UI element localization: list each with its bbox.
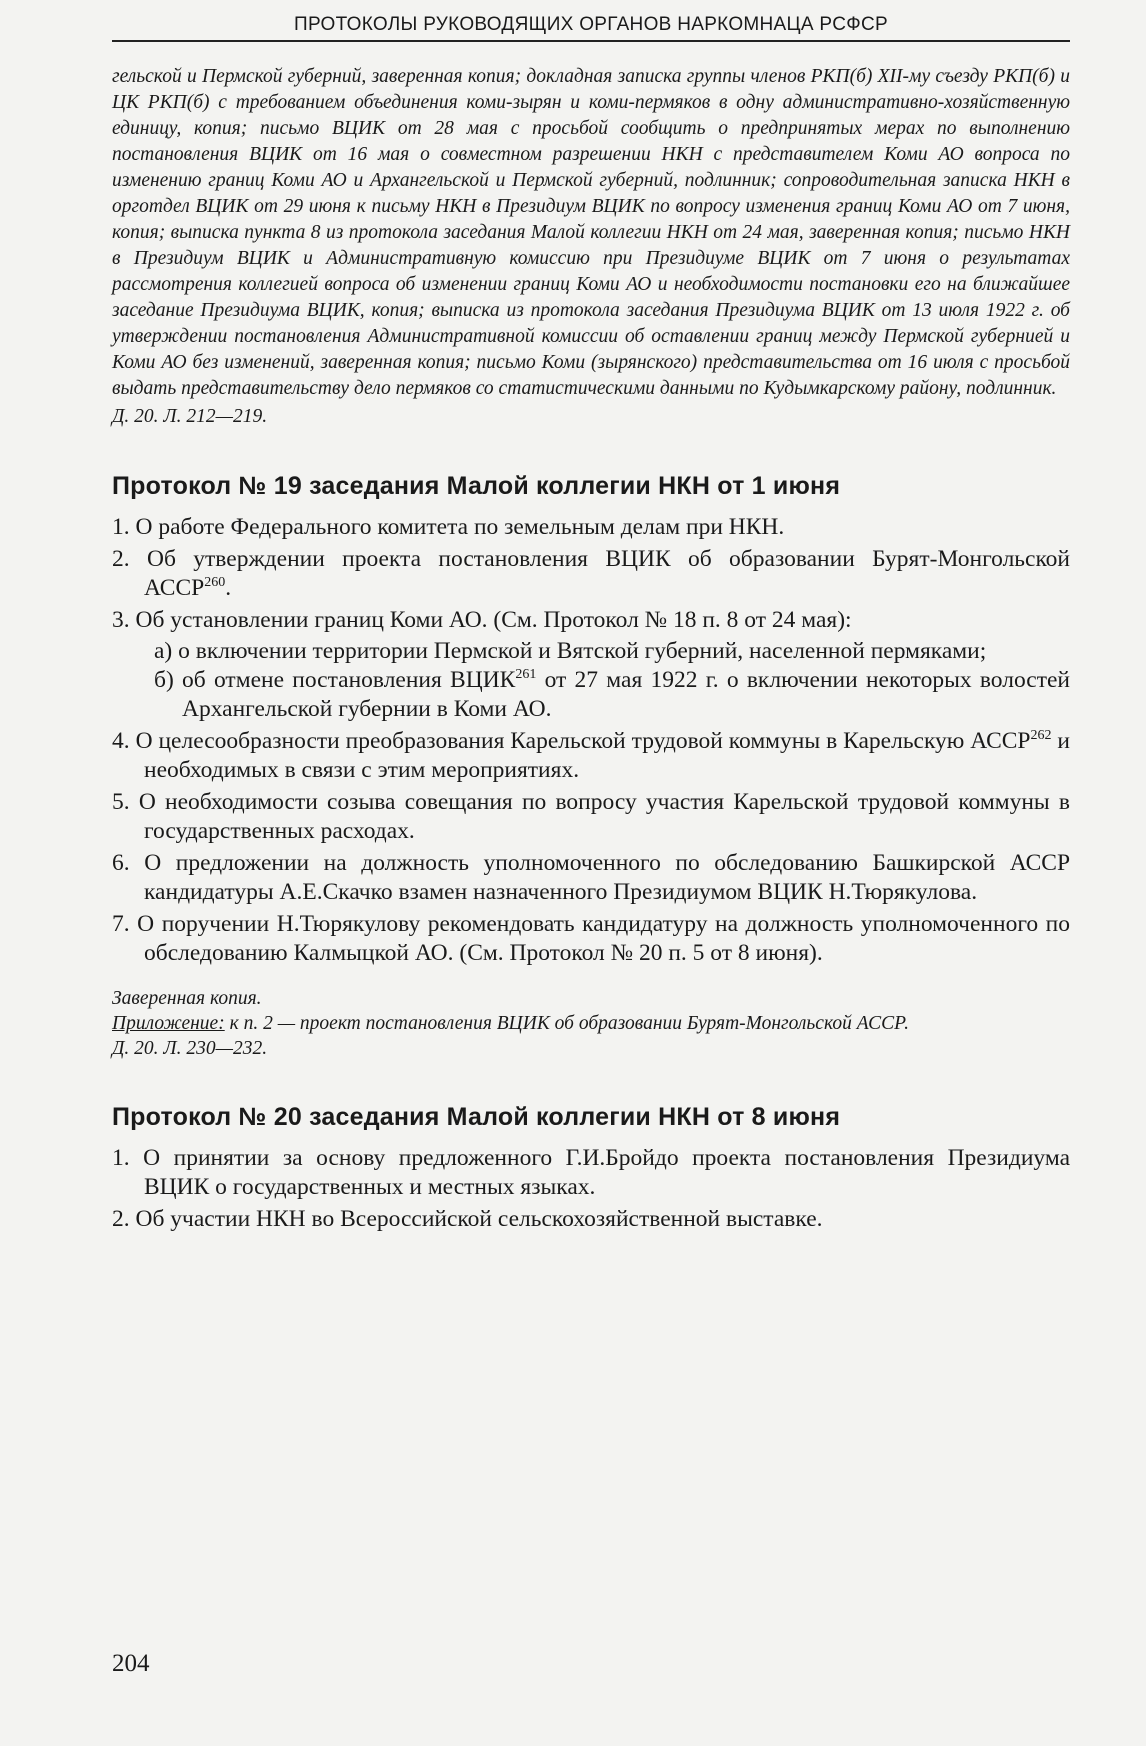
list-item: 2. Об участии НКН во Всероссийской сельскохозяйственной выставке. [112,1206,823,1232]
appendix: Приложение: к п. 2 — проект постановления ВЦИК об образовании Бурят-Монгольской АССР. [112,1013,909,1034]
protocol-19-archive-ref: Д. 20. Л. 230—232. [112,1038,268,1059]
footnote-ref: 262 [1030,728,1052,744]
protocol-20-items [112,1144,1070,1234]
protocol-19-notes [112,986,1070,1061]
footnote-ref: 261 [515,667,537,683]
sub-item-b: б) об отмене постановления ВЦИК$^{261}$ от 27 мая 1922 г. о включении некоторых волостей Архангельской губернии в Коми АО. [154,667,1071,722]
protocol-19-items [112,513,1070,968]
annotation-block [112,64,1070,430]
protocol-19-title: Протокол № 19 заседания Малой коллегии НКН от 1 июня [112,472,841,500]
list-item: 1. О работе Федерального комитета по земельным делам при НКН. [112,514,785,540]
list-item: 2. Об утверждении проекта постановления ВЦИК об образовании Бурят-Монгольской АССР$^{260}$. [112,546,1071,601]
list-item: 7. О поручении Н.Тюрякулову рекомендовать кандидатуру на должность уполномоченного по обследованию Калмыцкой АО. (См. Протокол № 20 п. 5 от 8 июня). [112,911,1070,966]
annotation-archive-ref: Д. 20. Л. 212—219. [112,406,268,427]
annotation-text: гельской и Пермской губерний, заверенная копия; докладная записка группы членов РКП(б) XII-му съезду РКП(б) и ЦК РКП(б) с требованием объединения коми-зырян и коми-пермяков в одну административно-хозяйственную единицу, копия; письмо ВЦИК от 28 мая с просьбой сообщить о предпринятых мерах по выполнению постановления ВЦИК от 16 мая о совместном разрешении НКН с представителем Коми АО вопроса по изменению границ Коми АО и Архангельской и Пермской губерний, подлинник; сопроводительная записка НКН в орготдел ВЦИК от 29 июня к письму НКН в Президиум ВЦИК по вопросу изменения границ Коми АО от 7 июня, копия; выписка пункта 8 из протокола заседания Малой коллегии НКН от 24 мая, заверенная копия; письмо НКН в Президиум ВЦИК и Административную комиссию при Президиуме ВЦИК от 7 июня о результатах рассмотрения коллегией вопроса об изменении границ Коми АО и необходимости постановки его на ближайшее заседание Президиума ВЦИК, копия; выписка из протокола заседания Президиума ВЦИК от 13 июля 1922 г. об утверждении постановления Административной комиссии об оставлении границ между Пермской губернией и Коми АО без изменений, заверенная копия; письмо Коми (зырянского) представительства от 16 июля с просьбой выдать представительству дело пермяков со статистическими данными по Кудымкарскому району, подлинник. [112,66,1070,399]
list-item: 6. О предложении на должность уполномоченного по обследованию Башкирской АССР кандидатуры А.Е.Скачко взамен назначенного Президиумом ВЦИК Н.Тюрякулова. [112,850,1071,905]
footnote-ref: 260 [204,575,226,591]
sub-item-a: а) о включении территории Пермской и Вятской губерний, населенной пермяками; [154,638,987,664]
page-number: 204 [112,1650,150,1677]
running-header: ПРОТОКОЛЫ РУКОВОДЯЩИХ ОРГАНОВ НАРКОМНАЦА РСФСР [112,14,1070,42]
sub-list [144,637,1070,724]
list-item: 5. О необходимости созыва совещания по вопросу участия Карельской трудовой коммуны в государственных расходах. [112,789,1070,844]
certified-copy: Заверенная копия. [112,988,262,1009]
page [112,14,1070,1237]
protocol-20-title: Протокол № 20 заседания Малой коллегии НКН от 8 июня [112,1103,841,1131]
list-item: 1. О принятии за основу предложенного Г.И.Бройдо проекта постановления Президиума ВЦИК о государственных и местных языках. [112,1145,1071,1200]
list-item: 3. Об установлении границ Коми АО. (См. Протокол № 18 п. 8 от 24 мая): а) о включении территории Пермской и Вятской губерний, населенной пермяками; б) об отмене постановления ВЦИК$^{261}$ от 27 мая 1922 г. о включении некоторых волостей Архангельской губернии в Коми АО. [112,607,1071,722]
list-item: 4. О целесообразности преобразования Карельской трудовой коммуны в Карельскую АССР$^{262}$ и необходимых в связи с этим мероприятиях. [112,728,1070,783]
